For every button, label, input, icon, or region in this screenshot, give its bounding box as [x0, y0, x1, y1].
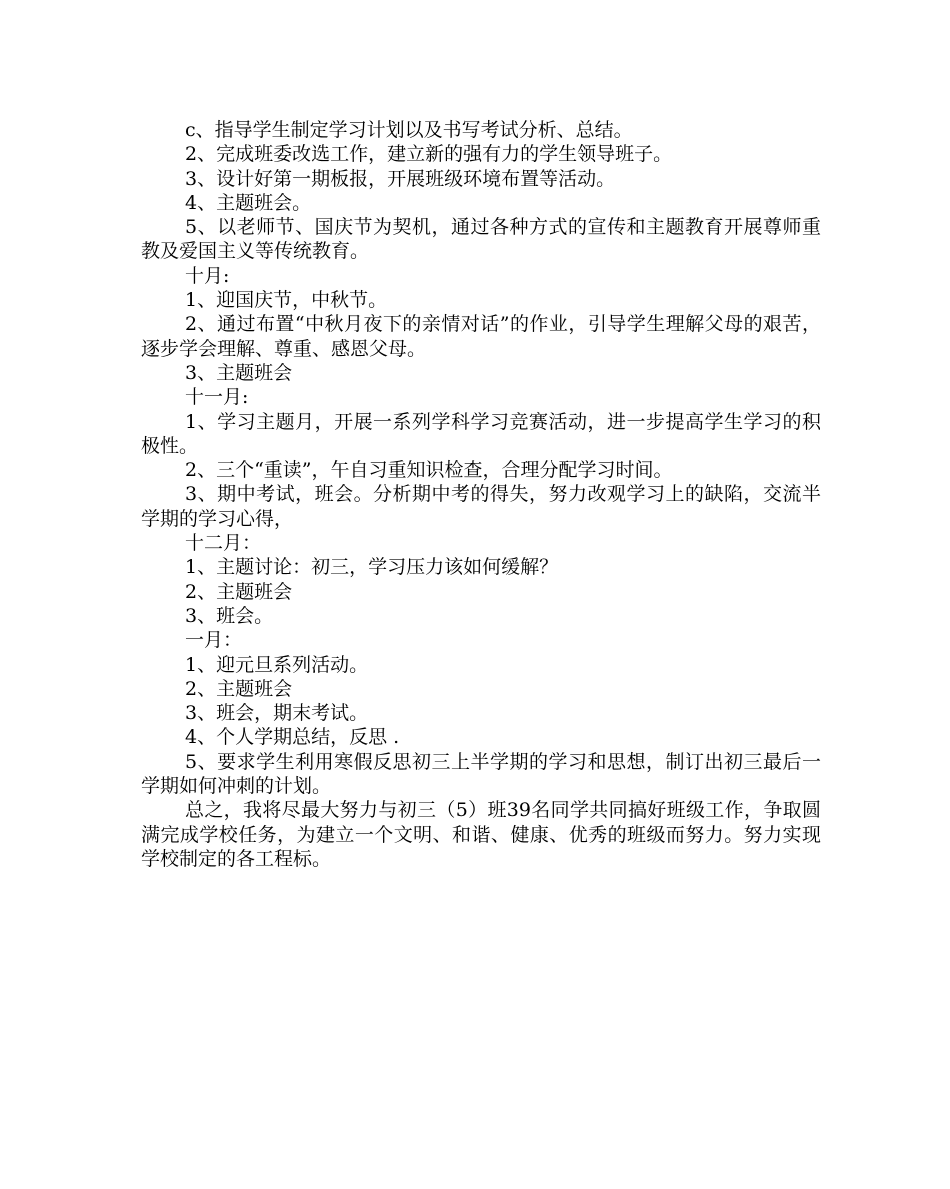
paragraph: 3、主题班会	[185, 361, 293, 384]
paragraph: 2、完成班委改选工作，建立新的强有力的学生领导班子。	[185, 143, 673, 166]
paragraph: 2、三个“重读”，午自习重知识检查，合理分配学习时间。	[185, 459, 673, 482]
section-heading-january: 一月：	[185, 629, 243, 652]
paragraph: 2、主题班会	[185, 677, 293, 700]
paragraph: 1、学习主题月，开展一系列学科学习竞赛活动，进一步提高学生学习的积极性。	[141, 410, 821, 457]
paragraph: 4、主题班会。	[185, 191, 312, 214]
paragraph: 4、个人学期总结，反思 .	[185, 726, 400, 749]
paragraph: 3、班会，期末考试。	[185, 702, 369, 725]
paragraph: 3、设计好第一期板报，开展班级环境布置等活动。	[185, 167, 616, 190]
section-heading-october: 十月:	[185, 264, 230, 287]
paragraph: c、指导学生制定学习计划以及书写考试分析、总结。	[185, 119, 633, 141]
paragraph: 3、班会。	[185, 604, 274, 627]
paragraph: 1、迎元旦系列活动。	[185, 653, 369, 676]
paragraph: 1、主题讨论：初三，学习压力该如何缓解？	[185, 556, 559, 579]
paragraph: 3、期中考试，班会。分析期中考的得失，努力改观学习上的缺陷，交流半学期的学习心得，	[141, 483, 821, 530]
paragraph: 5、以老师节、国庆节为契机，通过各种方式的宣传和主题教育开展尊师重教及爱国主义等传统教育。	[141, 216, 821, 263]
document-body	[141, 118, 821, 871]
paragraph: 5、要求学生利用寒假反思初三上半学期的学习和思想，制订出初三最后一学期如何冲刺的计划。	[141, 750, 821, 798]
paragraph: 2、主题班会	[185, 580, 293, 603]
section-heading-december: 十二月：	[185, 532, 262, 555]
paragraph: 1、迎国庆节，中秋节。	[185, 289, 388, 312]
section-heading-november: 十一月:	[185, 386, 249, 409]
conclusion-paragraph: 总之，我将尽最大努力与初三（5）班39名同学共同搞好班级工作，争取圆满完成学校任务，为建立一个文明、和谐、健康、优秀的班级而努力。努力实现学校制定的各工程标。	[141, 799, 821, 870]
paragraph: 2、通过布置“中秋月夜下的亲情对话”的作业，引导学生理解父母的艰苦，逐步学会理解、尊重、感恩父母。	[141, 313, 821, 360]
